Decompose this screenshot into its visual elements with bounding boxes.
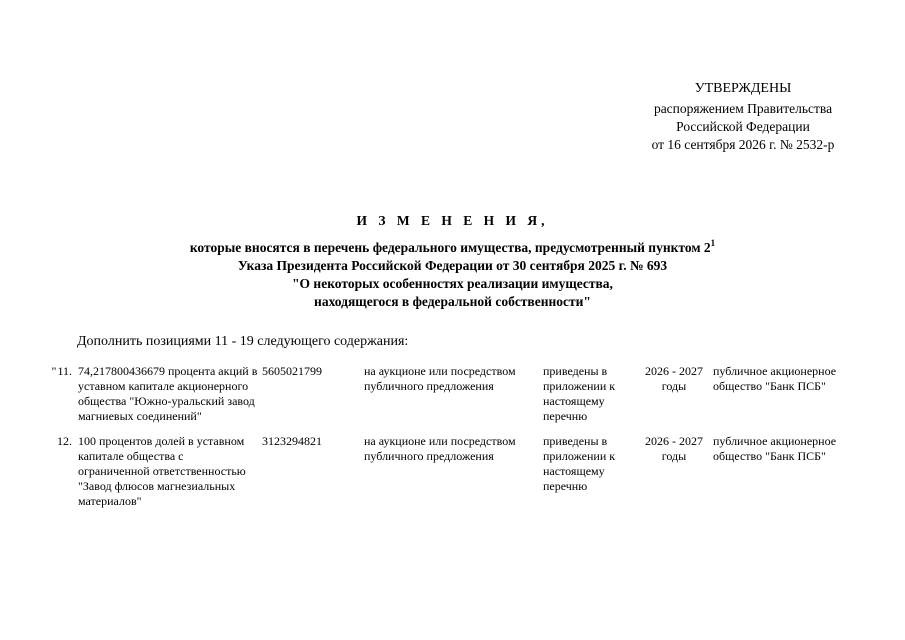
approval-block bbox=[633, 80, 853, 154]
row-period: 2026 - 2027 годы bbox=[645, 434, 703, 463]
title-main: И З М Е Н Е Н И Я, bbox=[356, 213, 549, 228]
row-number: "11. bbox=[51, 364, 72, 378]
row-annex: приведены в приложении к настоящему перечню bbox=[543, 364, 616, 423]
row-number: 12. bbox=[57, 434, 72, 448]
row-inn: 3123294821 bbox=[262, 434, 322, 448]
row-holder: публичное акционерное общество "Банк ПСБ" bbox=[713, 434, 837, 463]
row-inn: 5605021799 bbox=[262, 364, 322, 378]
title-line-3: "О некоторых особенностях реализации имущества, bbox=[292, 276, 613, 291]
approval-line-2: Российской Федерации bbox=[676, 119, 810, 134]
row-name: 100 процентов долей в уставном капитале общества с ограниченной ответственностью "Завод флюсов магнезиальных материалов" bbox=[78, 434, 246, 508]
document-title bbox=[0, 212, 905, 311]
table-row bbox=[40, 434, 867, 509]
table-row bbox=[40, 364, 867, 434]
row-method: на аукционе или посредством публичного предложения bbox=[364, 364, 516, 393]
title-line-4: находящегося в федеральной собственности" bbox=[314, 294, 591, 309]
approval-line-3: от 16 сентября 2026 г. № 2532-р bbox=[651, 137, 835, 152]
approval-heading: УТВЕРЖДЕНЫ bbox=[694, 81, 792, 96]
positions-table bbox=[40, 364, 867, 509]
row-name: 74,217800436679 процента акций в уставном капитале акционерного общества "Южно-уральский завод магниевых соединений" bbox=[78, 364, 258, 423]
row-annex: приведены в приложении к настоящему перечню bbox=[543, 434, 616, 493]
row-method: на аукционе или посредством публичного предложения bbox=[364, 434, 516, 463]
intro-text: Дополнить позициями 11 - 19 следующего содержания: bbox=[77, 334, 409, 349]
title-superscript: 1 bbox=[710, 238, 716, 248]
title-line-1: которые вносятся в перечень федерального имущества, предусмотренный пунктом $2^1$ bbox=[189, 238, 716, 255]
row-period: 2026 - 2027 годы bbox=[645, 364, 703, 393]
title-line-2: Указа Президента Российской Федерации от 30 сентября 2025 г. № 693 bbox=[237, 258, 668, 273]
row-holder: публичное акционерное общество "Банк ПСБ" bbox=[713, 364, 837, 393]
approval-line-1: распоряжением Правительства bbox=[653, 101, 833, 116]
